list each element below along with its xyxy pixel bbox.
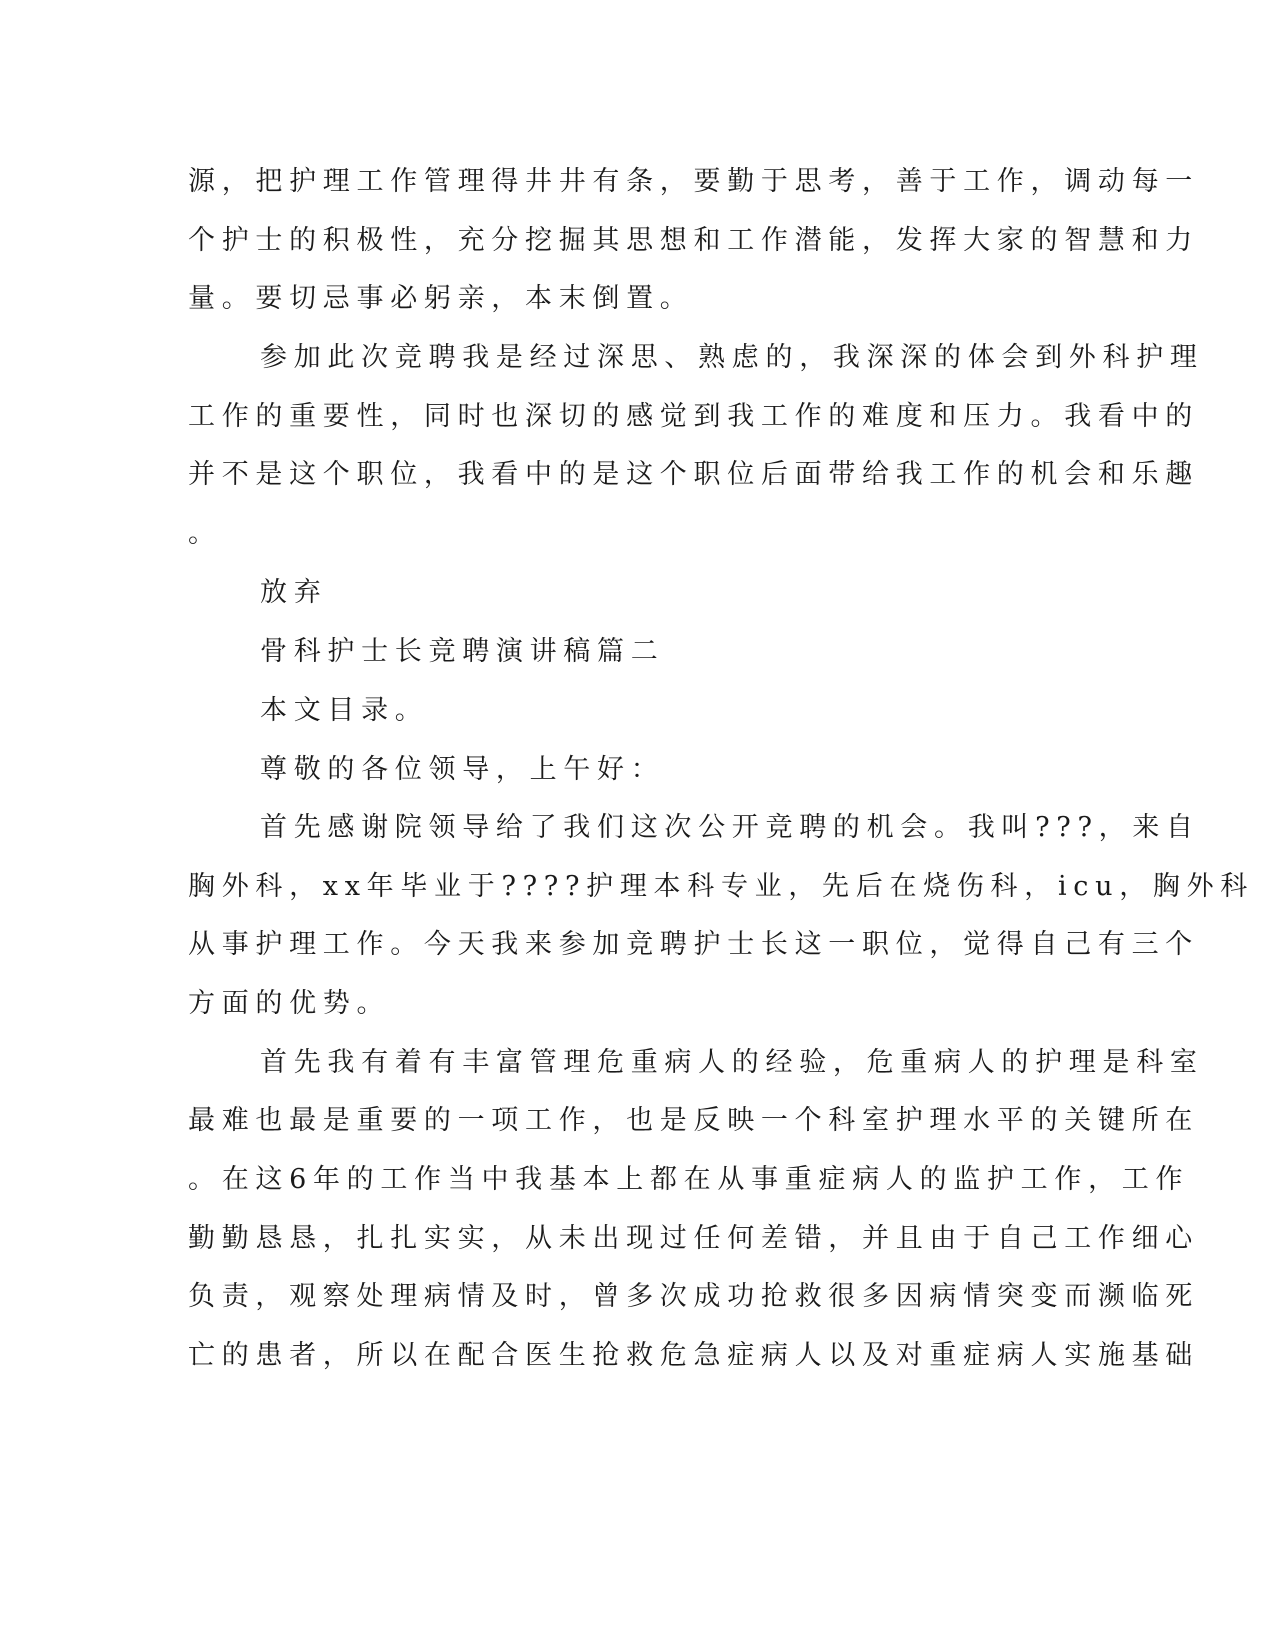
salutation: 尊敬的各位领导，上午好：: [260, 754, 665, 785]
text-line: 源，把护理工作管理得井井有条，要勤于思考，善于工作，调动每一: [188, 166, 1199, 197]
text-line: 负责，观察处理病情及时，曾多次成功抢救很多因病情突变而濒临死: [188, 1281, 1199, 1312]
text-line: 从事护理工作。今天我来参加竞聘护士长这一职位，觉得自己有三个: [188, 929, 1199, 960]
text-line: 勤勤恳恳，扎扎实实，从未出现过任何差错，并且由于自己工作细心: [188, 1223, 1199, 1254]
text-line: 本文目录。: [260, 695, 429, 726]
text-line: 方面的优势。: [188, 988, 391, 1019]
text-line: 。: [188, 518, 222, 549]
text-line: 参加此次竞聘我是经过深思、熟虑的，我深深的体会到外科护理: [260, 342, 1204, 373]
text-line: 并不是这个职位，我看中的是这个职位后面带给我工作的机会和乐趣: [188, 459, 1199, 490]
text-line: 个护士的积极性，充分挖掘其思想和工作潜能，发挥大家的智慧和力: [188, 225, 1199, 256]
section-title: 骨科护士长竞聘演讲稿篇二: [260, 636, 665, 667]
text-line: 首先我有着有丰富管理危重病人的经验，危重病人的护理是科室: [260, 1047, 1204, 1078]
text-line: 工作的重要性，同时也深切的感觉到我工作的难度和压力。我看中的: [188, 401, 1199, 432]
text-line: 放弃: [260, 577, 328, 608]
text-line: 量。要切忌事必躬亲，本末倒置。: [188, 283, 694, 314]
text-line: 首先感谢院领导给了我们这次公开竞聘的机会。我叫???，来自: [260, 812, 1200, 843]
text-line: 最难也最是重要的一项工作，也是反映一个科室护理水平的关键所在: [188, 1105, 1199, 1136]
text-line: 。在这6年的工作当中我基本上都在从事重症病人的监护工作，工作: [188, 1164, 1190, 1195]
text-line: 亡的患者，所以在配合医生抢救危急症病人以及对重症病人实施基础: [188, 1340, 1199, 1371]
text-line: 胸外科，xx年毕业于????护理本科专业，先后在烧伤科，icu，胸外科: [188, 871, 1255, 902]
